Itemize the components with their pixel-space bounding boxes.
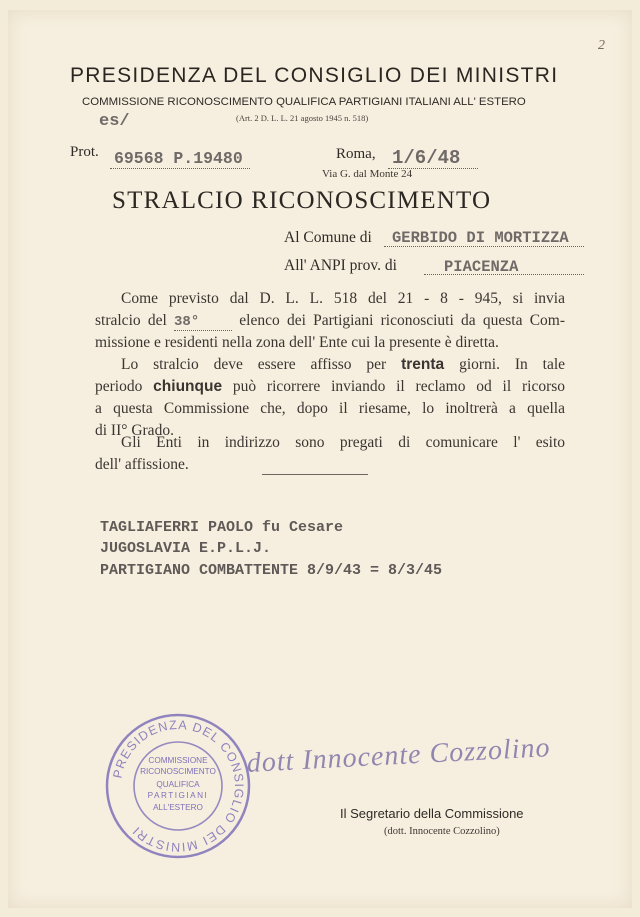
paragraph-1-line-3: missione e residenti nella zona dell' Ente cui la presente è diretta.: [95, 334, 499, 351]
paragraph-2-text-c: periodo: [95, 378, 143, 395]
protocol-label: Prot.: [70, 144, 99, 160]
page-number: 2: [598, 38, 605, 53]
paragraph-2: [95, 354, 565, 442]
paragraph-1-text-a: stralcio del: [95, 312, 167, 329]
record-line-2: JUGOSLAVIA E.P.L.J.: [100, 540, 272, 557]
anpi-province: PIACENZA: [444, 258, 519, 276]
stamp-ring-text: PRESIDENZA DEL CONSIGLIO DEI MINISTRI: [110, 717, 247, 855]
paragraph-2-line-4: di II° Grado.: [95, 422, 174, 439]
stamp-line-2: RICONOSCIMENTO: [140, 767, 216, 776]
law-reference: (Art. 2 D. L. L. 21 agosto 1945 n. 518): [236, 113, 369, 123]
letter-date: 1/6/48: [392, 147, 461, 169]
record-line-3: PARTIGIANO COMBATTENTE 8/9/43 = 8/3/45: [100, 562, 443, 579]
paragraph-3-line-1: Gli Enti in indirizzo sono pregati di comunicare l' esito: [121, 434, 565, 451]
paragraph-1-line-2: [95, 310, 565, 332]
city-label: Roma,: [336, 146, 376, 162]
signatory-role: Il Segretario della Commissione: [340, 806, 524, 821]
paragraph-1: [95, 288, 565, 354]
paragraph-1-text-b: elenco dei Partigiani riconosciuti da questa Com-: [239, 312, 566, 329]
header-title: PRESIDENZA DEL CONSIGLIO DEI MINISTRI: [70, 64, 559, 87]
paragraph-3-line-2: dell' affissione.: [95, 456, 189, 473]
record-line-1: TAGLIAFERRI PAOLO fu Cesare: [100, 519, 344, 536]
comune-name: GERBIDO DI MORTIZZA: [392, 229, 569, 247]
separator-rule: [262, 474, 368, 475]
stamp-line-3: QUALIFICA: [156, 780, 200, 789]
signatory-name: (dott. Innocente Cozzolino): [384, 826, 500, 837]
stamp-line-4: PARTIGIANI: [147, 791, 209, 800]
anpi-underline: [424, 274, 584, 275]
handwritten-signature: dott Innocente Cozzolino: [246, 732, 552, 779]
comune-label: Al Comune di: [284, 229, 372, 246]
paragraph-2-text-d: può ricorrere inviando il reclamo od il ricorso: [232, 378, 566, 395]
stamp-line-5: ALL'ESTERO: [153, 803, 203, 812]
comune-underline: [384, 246, 584, 247]
office-address: Via G. dal Monte 24: [322, 168, 413, 180]
typed-initials: es/: [99, 112, 130, 131]
paragraph-2-text-a: Lo stralcio deve essere affisso per: [121, 356, 387, 373]
protocol-underline: [110, 168, 250, 169]
official-stamp: [103, 711, 253, 861]
list-number: 38°: [174, 314, 232, 331]
protocol-number: 69568 P.19480: [114, 149, 243, 168]
paragraph-1-line-1: Come previsto dal D. L. L. 518 del 21 - 8 - 945, si invia: [121, 290, 565, 307]
paragraph-3: [95, 432, 565, 476]
stamp-line-1: COMMISSIONE: [148, 756, 208, 765]
paragraph-2-line-3: a questa Commissione che, dopo il riesame, lo inoltrerà a quella: [95, 400, 565, 417]
anpi-label: All' ANPI prov. di: [284, 257, 397, 274]
emphasis-trenta: trenta: [401, 356, 445, 373]
paragraph-2-text-b: giorni. In tale: [459, 356, 566, 373]
paragraph-2-line-2: [95, 376, 565, 398]
document-title: STRALCIO RICONOSCIMENTO: [112, 187, 492, 214]
emphasis-chiunque: chiunque: [153, 378, 223, 395]
paragraph-2-line-1: [95, 354, 565, 376]
header-subtitle: COMMISSIONE RICONOSCIMENTO QUALIFICA PARTIGIANI ITALIANI ALL' ESTERO: [82, 96, 526, 108]
